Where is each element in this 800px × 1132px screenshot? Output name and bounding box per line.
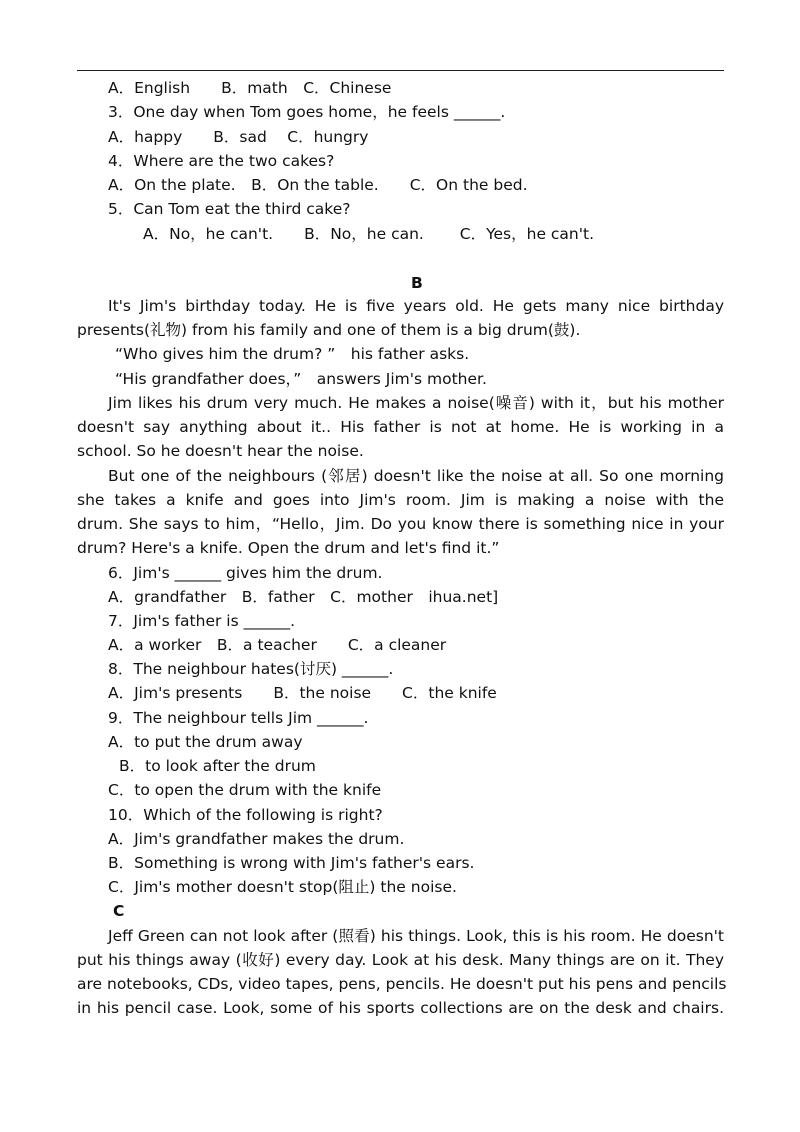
question-4: 4．Where are the two cakes?: [108, 152, 335, 170]
passage-b-line: school. So he doesn't hear the noise.: [77, 442, 364, 460]
passage-b-line: Jim likes his drum very much. He makes a noise(噪音) with it，but his mother: [108, 394, 724, 412]
q10-option-c: C．Jim's mother doesn't stop(阻止) the noise.: [108, 878, 457, 896]
question-7: 7．Jim's father is ______.: [108, 612, 296, 630]
passage-b-line: she takes a knife and goes into Jim's room. Jim is making a noise with the: [77, 491, 724, 509]
question-3: 3．One day when Tom goes home，he feels ______.: [108, 103, 506, 121]
passage-b-line: drum. She says to him，“Hello，Jim. Do you know there is something nice in your: [77, 515, 724, 533]
passage-c-line: are notebooks, CDs, video tapes, pens, pencils. He doesn't put his pens and pencils: [77, 975, 727, 993]
q3-options: A．happy B．sad C．hungry: [108, 128, 369, 146]
passage-b-line: It's Jim's birthday today. He is five years old. He gets many nice birthday: [108, 297, 724, 315]
section-c-heading: C: [113, 902, 125, 920]
q10-option-a: A．Jim's grandfather makes the drum.: [108, 830, 405, 848]
q9-option-b: B．to look after the drum: [119, 757, 316, 775]
passage-b-line: drum? Here's a knife. Open the drum and let's find it.”: [77, 539, 500, 557]
passage-c-line: Jeff Green can not look after (照看) his things. Look, this is his room. He doesn't: [108, 927, 724, 945]
q4-options: A．On the plate. B．On the table. C．On the bed.: [108, 176, 528, 194]
q10-option-b: B．Something is wrong with Jim's father's ears.: [108, 854, 475, 872]
q2-options: A．English B．math C．Chinese: [108, 79, 392, 97]
question-6: 6．Jim's ______ gives him the drum.: [108, 564, 383, 582]
q5-options: A．No，he can't. B．No，he can. C．Yes，he can't.: [143, 225, 595, 243]
q6-options: A．grandfather B．father C．mother ihua.net]: [108, 588, 499, 606]
q9-option-c: C．to open the drum with the knife: [108, 781, 382, 799]
q8-options: A．Jim's presents B．the noise C．the knife: [108, 684, 497, 702]
passage-b-line: doesn't say anything about it.. His father is not at home. He is working in a: [77, 418, 724, 436]
header-rule: [77, 70, 724, 71]
question-10: 10．Which of the following is right?: [108, 806, 383, 824]
q9-option-a: A．to put the drum away: [108, 733, 303, 751]
question-5: 5．Can Tom eat the third cake?: [108, 200, 351, 218]
passage-b-line: But one of the neighbours (邻居) doesn't like the noise at all. So one morning: [108, 467, 724, 485]
passage-c-line: in his pencil case. Look, some of his sports collections are on the desk and chairs.: [77, 999, 724, 1017]
passage-b-line: presents(礼物) from his family and one of them is a big drum(鼓).: [77, 321, 581, 339]
question-9: 9．The neighbour tells Jim ______.: [108, 709, 369, 727]
passage-b-line: “Who gives him the drum? ” his father asks.: [115, 345, 470, 363]
section-b-heading: B: [411, 274, 423, 292]
passage-c-line: put his things away (收好) every day. Look at his desk. Many things are on it. They: [77, 951, 724, 969]
passage-b-line: “His grandfather does，” answers Jim's mother.: [115, 370, 487, 388]
question-8: 8．The neighbour hates(讨厌) ______.: [108, 660, 394, 678]
q7-options: A．a worker B．a teacher C．a cleaner: [108, 636, 447, 654]
